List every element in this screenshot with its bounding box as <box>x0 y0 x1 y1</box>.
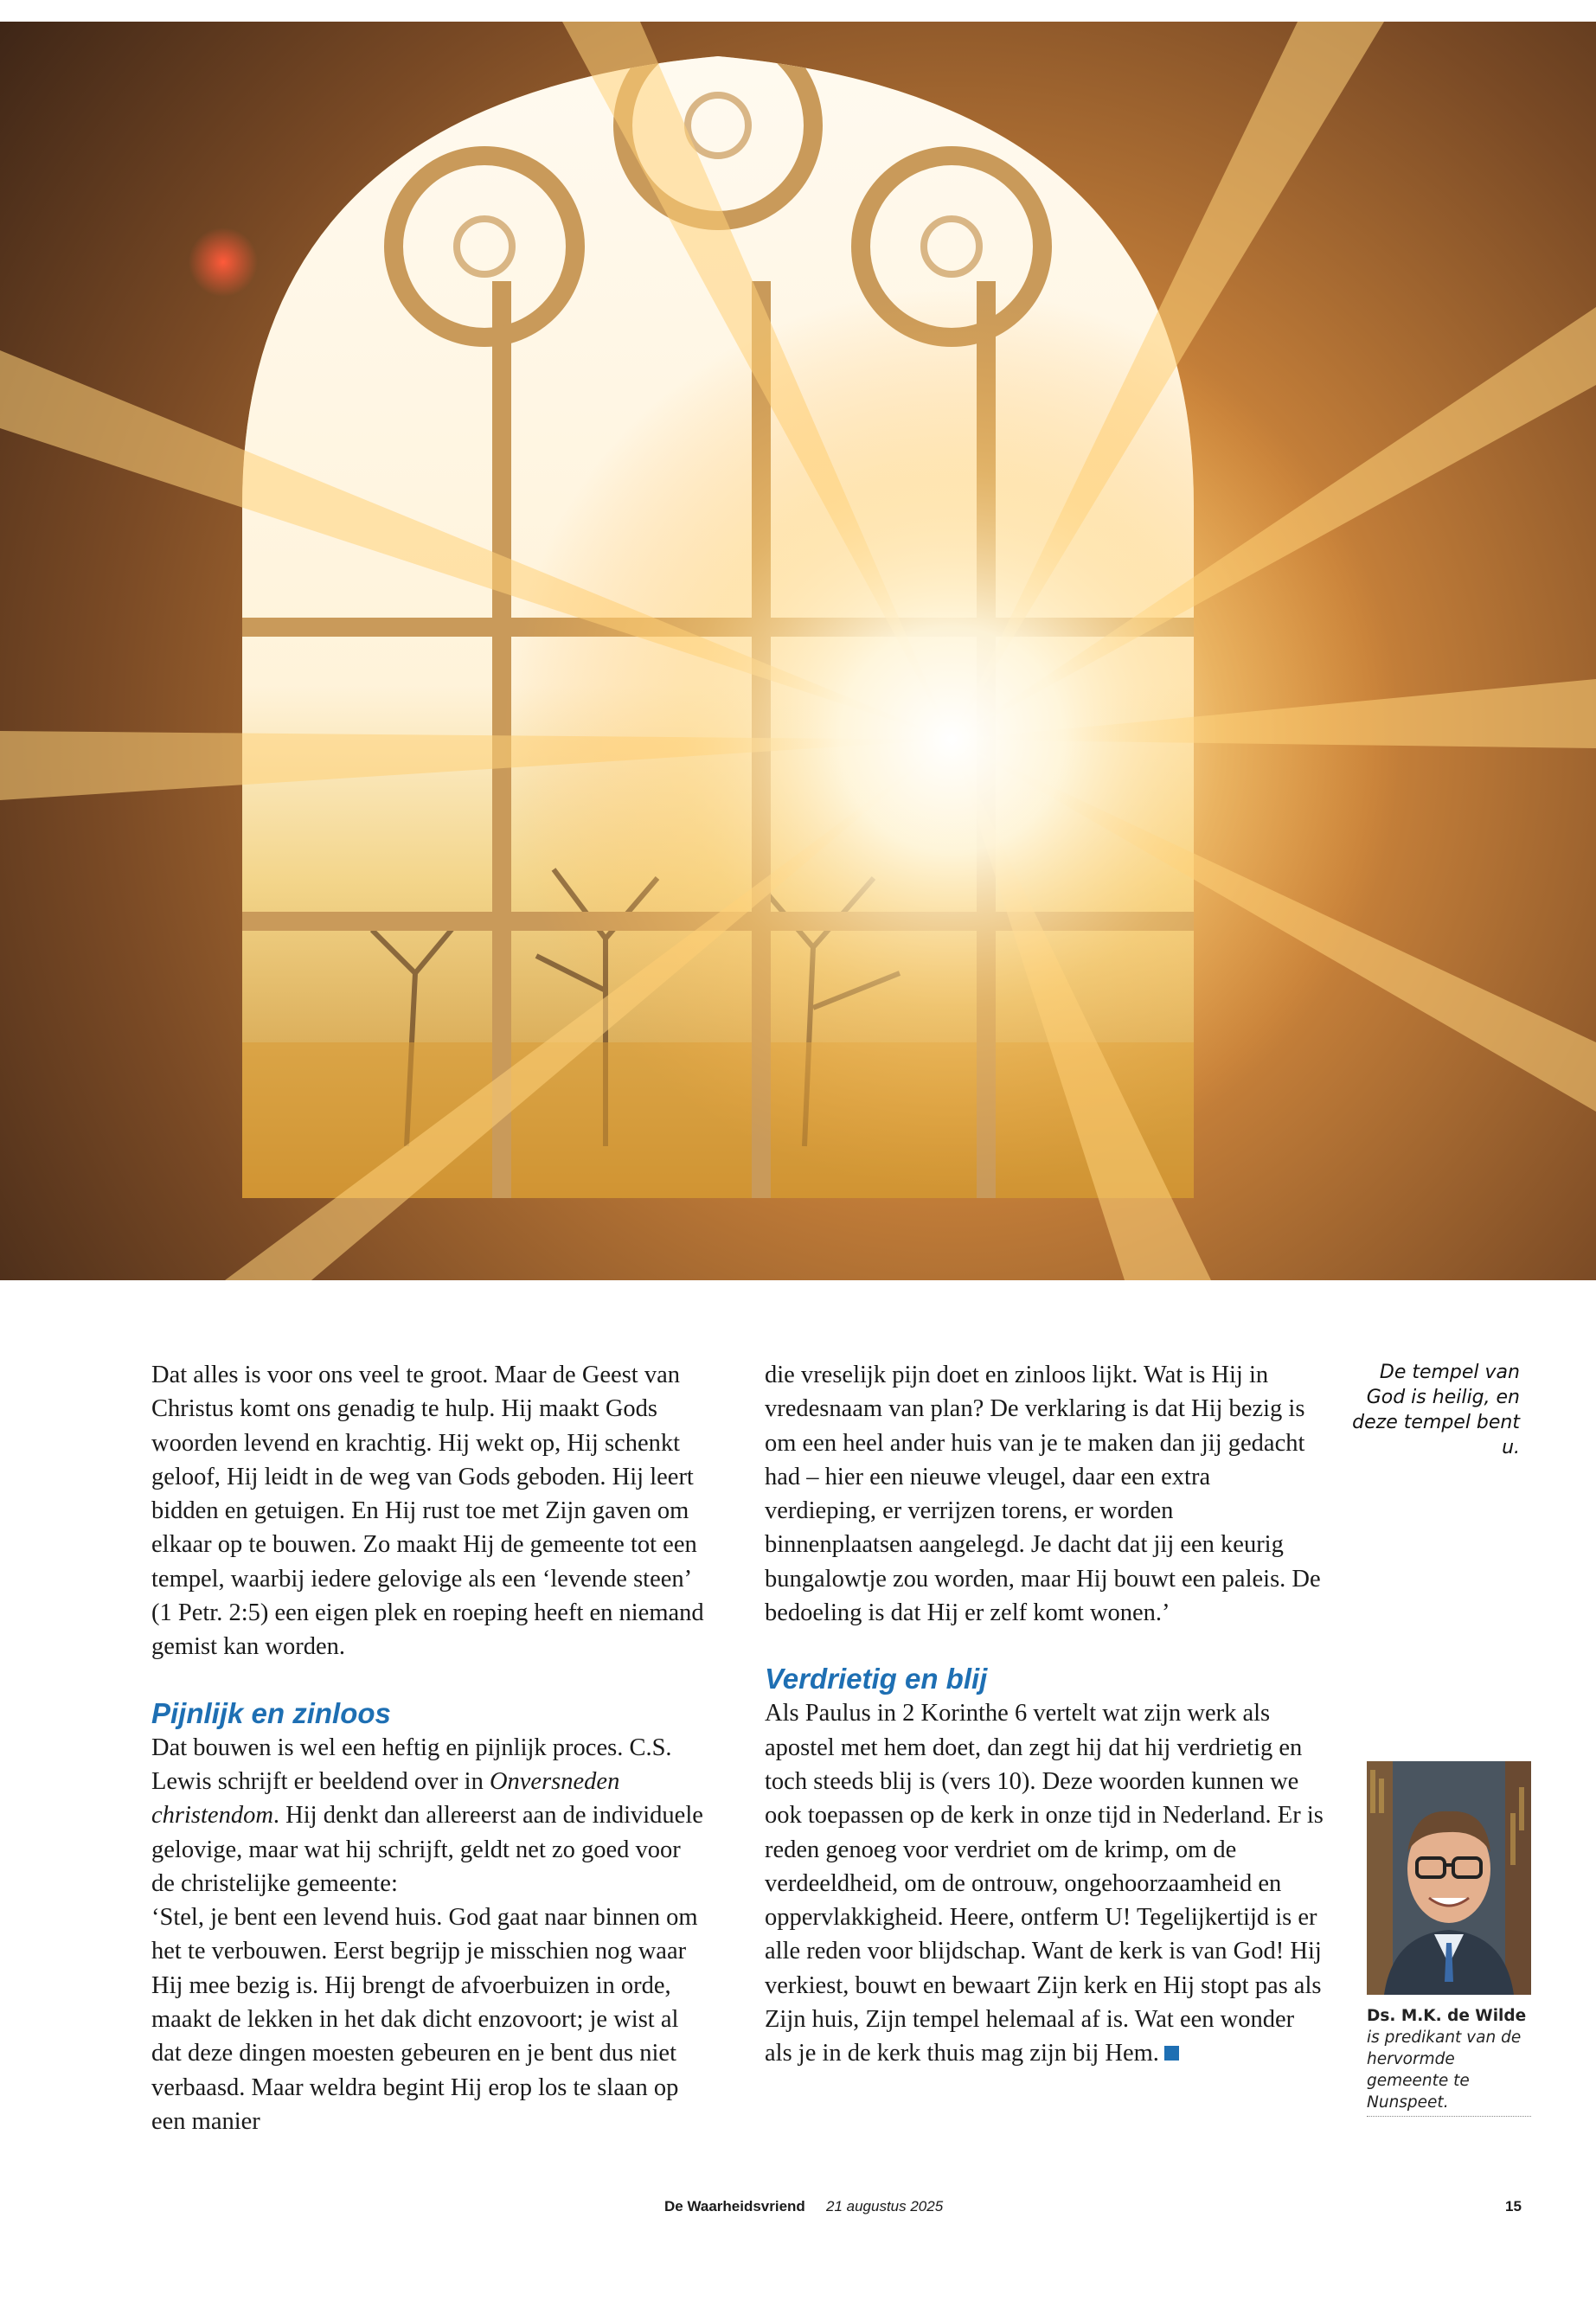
hero-photo <box>0 22 1596 1280</box>
author-name: Ds. M.K. de Wilde <box>1367 2007 1527 2025</box>
page-number: 15 <box>1505 2198 1522 2214</box>
issue-date: 21 augustus 2025 <box>826 2198 944 2214</box>
section-heading: Pijnlijk en zinloos <box>151 1696 391 1729</box>
pull-quote: De tempel van God is heilig, en deze tempel bent u. <box>1352 1362 1520 1458</box>
author-caption <box>1367 2005 1531 2113</box>
quote-paragraph: ‘Stel, je bent een levend huis. God gaat naar binnen om het te verbouwen. Eerst begrijp je misschien nog waar Hij mee bezig is. Hij brengt de afvoerbuizen in orde, maakt de lekken in het dak dicht enzovoort; je wist al dat deze dingen moesten gebeuren en je bent dus niet verbaasd. Maar weldra begint Hij erop los te slaan op een manier <box>151 1904 698 2135</box>
paragraph: die vreselijk pijn doet en zinloos lijkt. Wat is Hij in vredesnaam van plan? De verklaring is dat Hij bezig is om een heel ander huis van je te maken dan jij gedacht had – hier een nieuwe vleugel, daar een extra verdieping, er verrijzen torens, er worden binnenplaatsen aangelegd. Je dacht dat jij een keurig bungalowtje zou worden, maar Hij bouwt een paleis. De bedoeling is dat Hij er zelf komt wonen.’ <box>765 1362 1321 1627</box>
section-heading: Verdrietig en blij <box>765 1663 988 1695</box>
magazine-name: De Waarheidsvriend <box>664 2198 805 2214</box>
end-mark-icon <box>1164 2046 1179 2061</box>
paragraph-text: . Hij denkt dan allereerst aan de individuele gelovige, maar wat hij schrijft, geldt net zo goed voor de christelijke gemeente: <box>151 1802 703 1897</box>
article-column-2 <box>765 1358 1327 2071</box>
paragraph <box>151 1731 705 1900</box>
paragraph: Dat alles is voor ons veel te groot. Maar de Geest van Christus komt ons genadig te hulp. Hij maakt Gods woorden levend en krachtig. Hij wekt op, Hij schenkt geloof, Hij leidt in de weg van Gods geboden. Hij leert bidden en getuigen. En Hij rust toe met Zijn gaven om elkaar op te bouwen. Zo maakt Hij de gemeente tot een tempel, waarbij iedere gelovige als een ‘levende steen’ (1 Petr. 2:5) een eigen plek en roeping heeft en niemand gemist kan worden. <box>151 1362 704 1661</box>
author-photo <box>1367 1761 1531 1995</box>
paragraph-text: Als Paulus in 2 Korinthe 6 vertelt wat zijn werk als apostel met hem doet, dan zegt hij dat hij verdrietig en toch steeds blij is (vers 10). Deze woorden kunnen we ook toepassen op de kerk in onze tijd in Nederland. Er is reden genoeg voor verdriet om de krimp, om de verdeeldheid, om de ontrouw, ongehoorzaamheid en oppervlakkigheid. Heere, ontferm U! Tegelijkertijd is er alle reden voor blijdschap. Want de kerk is van God! Hij verkiest, bouwt en bewaart Zijn kerk en Hij stopt pas als Zijn huis, Zijn tempel helemaal af is. Wat een wonder als je in de kerk thuis mag zijn bij Hem. <box>765 1700 1324 2067</box>
article-column-1 <box>151 1358 705 2138</box>
paragraph <box>765 1696 1327 2070</box>
author-role: is predikant van de hervormde gemeente te Nunspeet. <box>1367 2029 1522 2112</box>
paragraph-text: Dat bouwen is wel een heftig en pijnlijk proces. C.S. Lewis schrijft er beeldend over in <box>151 1734 672 1795</box>
caption-divider <box>1367 2116 1531 2117</box>
book-title: Onversneden christendom <box>151 1767 620 1830</box>
